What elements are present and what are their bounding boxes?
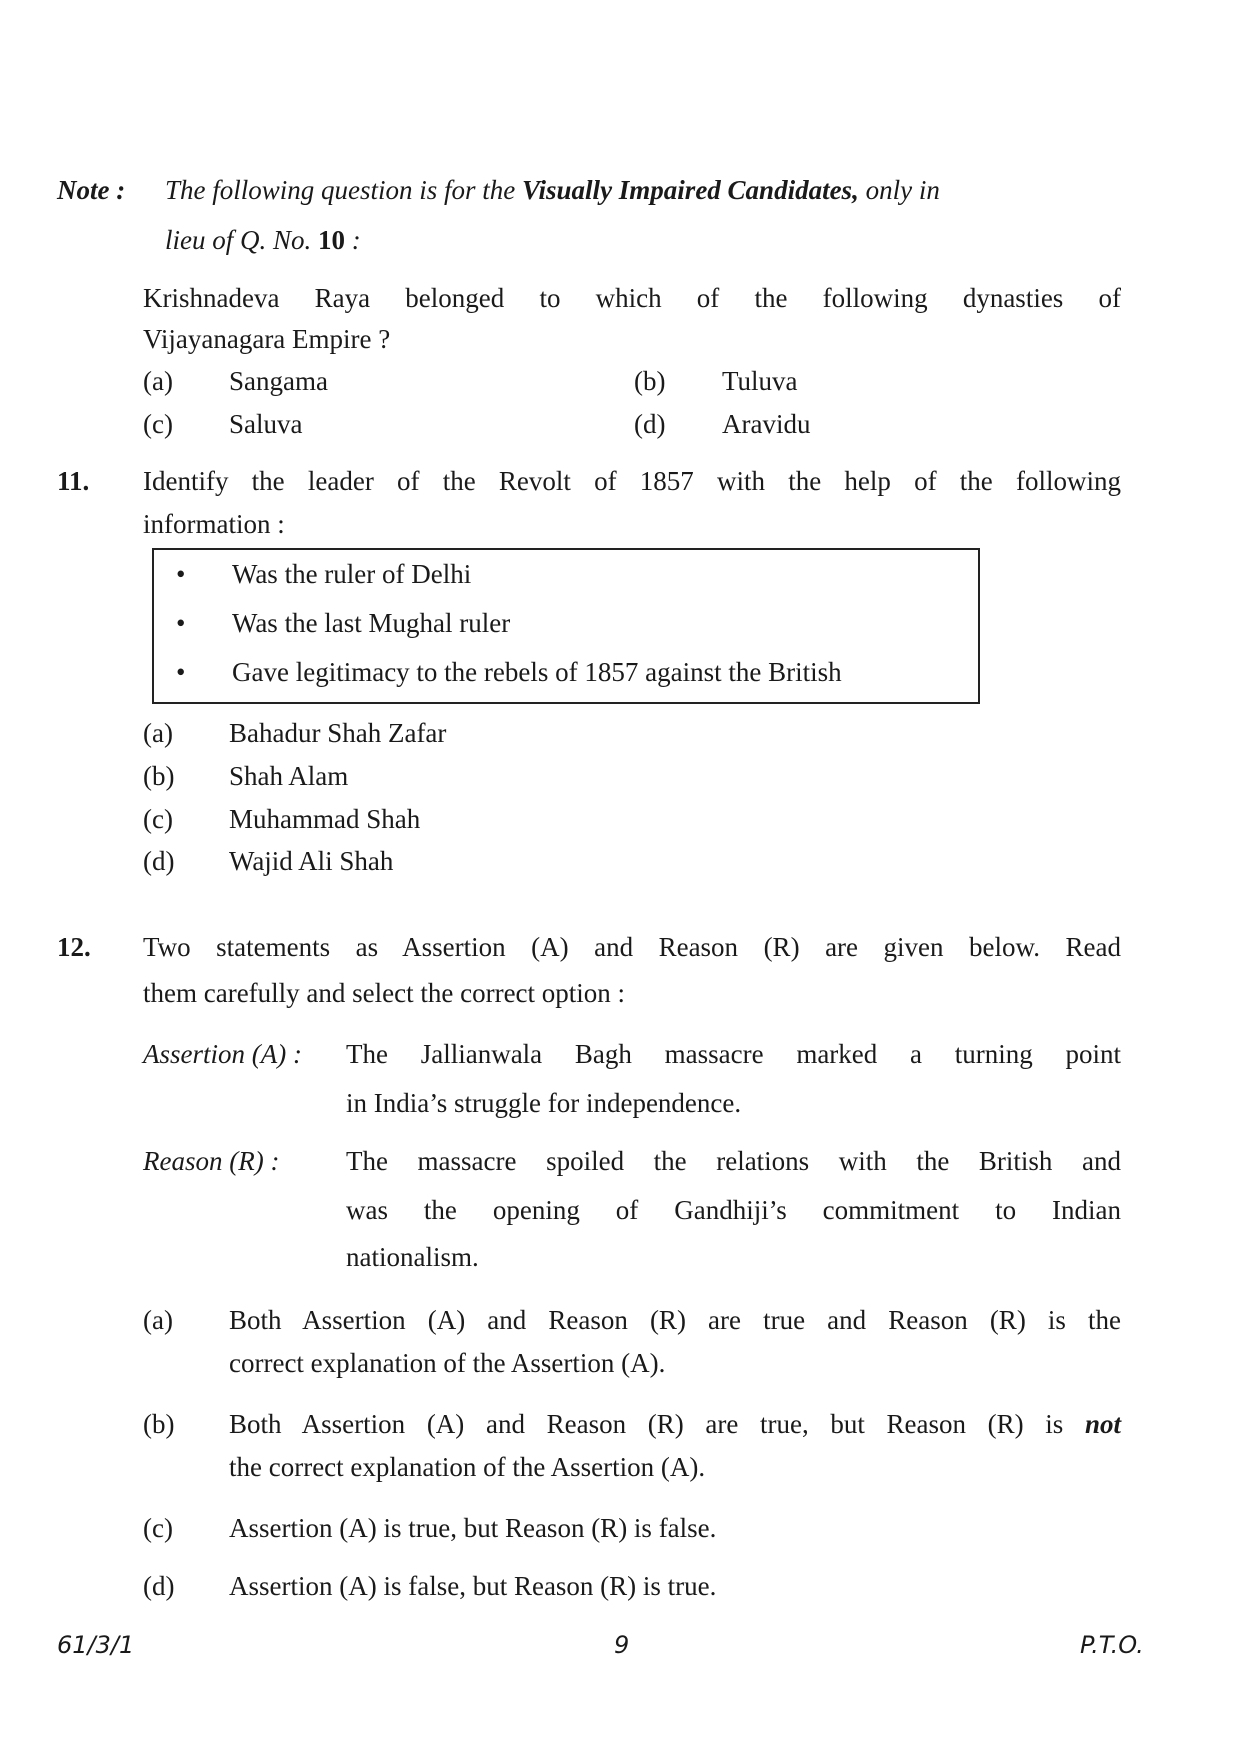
q11-option-c-text: Muhammad Shah <box>229 804 421 834</box>
vi-option-d-key: (d) <box>634 409 666 439</box>
q12-option-c-key: (c) <box>143 1513 173 1543</box>
q11-number: 11. <box>57 466 90 496</box>
bullet-icon: • <box>176 657 186 687</box>
vi-option-a-key: (a) <box>143 366 173 396</box>
note-line2-a: lieu of Q. No. <box>165 225 312 255</box>
q12-option-d-key: (d) <box>143 1571 175 1601</box>
clue-text: Was the ruler of Delhi <box>232 559 472 589</box>
q12-option-a-key: (a) <box>143 1305 173 1335</box>
q11-line-1: Identify the leader of the Revolt of 1857 with the help of the following <box>143 466 1121 496</box>
note-line-1 <box>165 172 1195 210</box>
note-text-2: only in <box>865 175 940 205</box>
pto-label: P.T.O. <box>1080 1631 1144 1659</box>
reason-label: Reason (R) : <box>143 1146 280 1176</box>
note-line2-num: 10 <box>318 225 345 255</box>
vi-question-line-1: Krishnadeva Raya belonged to which of the following dynasties of <box>143 283 1121 313</box>
assertion-line-2: in India’s struggle for independence. <box>346 1088 742 1118</box>
vi-option-b-key: (b) <box>634 366 666 396</box>
q12-option-b-line-1-text: Both Assertion (A) and Reason (R) are true, but Reason (R) is <box>229 1409 1064 1439</box>
note-line-2 <box>165 222 361 260</box>
vi-option-c-key: (c) <box>143 409 173 439</box>
vi-option-a-text: Sangama <box>229 366 328 396</box>
q12-option-b-emphasis: not <box>1084 1409 1122 1439</box>
assertion-label: Assertion (A) : <box>143 1039 302 1069</box>
q11-option-b-key: (b) <box>143 761 175 791</box>
bullet-icon: • <box>176 608 186 638</box>
paper-code: 61/3/1 <box>57 1631 135 1659</box>
clue-text: Was the last Mughal ruler <box>232 608 511 638</box>
assertion-line-1: The Jallianwala Bagh massacre marked a turning point <box>346 1039 1121 1069</box>
page-number: 9 <box>614 1631 630 1659</box>
vi-option-d-text: Aravidu <box>722 409 811 439</box>
q12-option-b-key: (b) <box>143 1409 175 1439</box>
q11-option-d-text: Wajid Ali Shah <box>229 846 394 876</box>
note-text-bold: Visually Impaired Candidates, <box>522 175 859 205</box>
vi-question-line-2: Vijayanagara Empire ? <box>143 324 391 354</box>
q12-option-a-line-2: correct explanation of the Assertion (A). <box>229 1348 666 1378</box>
vi-option-b-text: Tuluva <box>722 366 798 396</box>
q11-clue-box <box>152 548 980 704</box>
reason-line-3: nationalism. <box>346 1242 479 1272</box>
q11-option-d-key: (d) <box>143 846 175 876</box>
q11-line-2: information : <box>143 509 285 539</box>
clue-text: Gave legitimacy to the rebels of 1857 against the British <box>232 657 842 687</box>
reason-line-2: was the opening of Gandhiji’s commitment to Indian <box>346 1195 1121 1225</box>
q11-option-a-text: Bahadur Shah Zafar <box>229 718 447 748</box>
note-line2-b: : <box>351 225 361 255</box>
q12-line-2: them carefully and select the correct option : <box>143 978 626 1008</box>
q12-option-a-line-1: Both Assertion (A) and Reason (R) are true and Reason (R) is the <box>229 1305 1121 1335</box>
note-text-1: The following question is for the <box>165 175 516 205</box>
q11-option-a-key: (a) <box>143 718 173 748</box>
note-label: Note : <box>57 175 126 205</box>
q12-line-1: Two statements as Assertion (A) and Reason (R) are given below. Read <box>143 932 1121 962</box>
vi-option-c-text: Saluva <box>229 409 303 439</box>
q11-option-c-key: (c) <box>143 804 173 834</box>
reason-line-1: The massacre spoiled the relations with the British and <box>346 1146 1121 1176</box>
q12-option-d-text: Assertion (A) is false, but Reason (R) is true. <box>229 1571 717 1601</box>
q12-option-c-text: Assertion (A) is true, but Reason (R) is false. <box>229 1513 717 1543</box>
q12-number: 12. <box>57 932 91 962</box>
q11-option-b-text: Shah Alam <box>229 761 349 791</box>
q12-option-b-line-1 <box>229 1406 1121 1444</box>
q12-option-b-line-2: the correct explanation of the Assertion (A). <box>229 1452 706 1482</box>
bullet-icon: • <box>176 559 186 589</box>
